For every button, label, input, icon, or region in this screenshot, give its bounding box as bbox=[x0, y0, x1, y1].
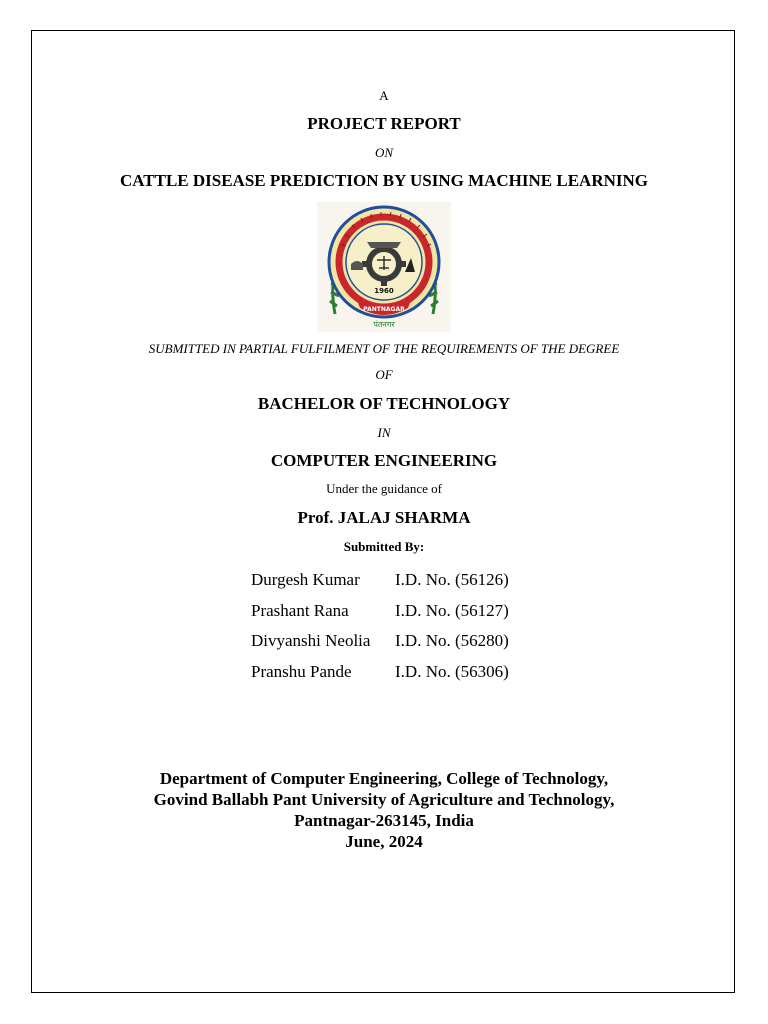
student-name: Durgesh Kumar bbox=[251, 570, 360, 590]
svg-text:PANTNAGAR: PANTNAGAR bbox=[363, 306, 405, 313]
svg-text:1960: 1960 bbox=[374, 287, 394, 295]
student-name: Pranshu Pande bbox=[251, 661, 352, 681]
list-item bbox=[251, 626, 509, 657]
article-a: A bbox=[379, 88, 389, 103]
svg-text:पंतनगर: पंतनगर bbox=[373, 320, 395, 329]
date-line: June, 2024 bbox=[345, 832, 423, 851]
project-title: CATTLE DISEASE PREDICTION BY USING MACHINE LEARNING bbox=[119, 171, 649, 190]
in-label: IN bbox=[377, 425, 391, 440]
university-line: Govind Ballabh Pant University of Agriculture and Technology, bbox=[153, 790, 615, 809]
student-id: I.D. No. (56126) bbox=[395, 570, 509, 590]
submitted-by-label: Submitted By: bbox=[343, 539, 425, 554]
student-name: Prashant Rana bbox=[251, 600, 349, 620]
student-id: I.D. No. (56127) bbox=[395, 600, 509, 620]
guide-name: Prof. JALAJ SHARMA bbox=[297, 508, 471, 527]
branch-name: COMPUTER ENGINEERING bbox=[270, 451, 498, 470]
address-line: Pantnagar-263145, India bbox=[294, 811, 474, 830]
student-name: Divyanshi Neolia bbox=[251, 631, 371, 651]
on-label: ON bbox=[374, 145, 394, 160]
list-item bbox=[251, 596, 509, 627]
department-line: Department of Computer Engineering, College of Technology, bbox=[159, 769, 609, 788]
student-id: I.D. No. (56306) bbox=[395, 661, 509, 681]
of-label: OF bbox=[375, 367, 393, 382]
footer-block bbox=[0, 768, 768, 852]
university-seal-icon bbox=[317, 202, 451, 332]
list-item bbox=[251, 657, 509, 688]
report-heading: PROJECT REPORT bbox=[307, 114, 461, 133]
list-item bbox=[251, 565, 509, 596]
student-id: I.D. No. (56280) bbox=[395, 631, 509, 651]
degree-name: BACHELOR OF TECHNOLOGY bbox=[257, 394, 511, 413]
submission-statement: SUBMITTED IN PARTIAL FULFILMENT OF THE REQUIREMENTS OF THE DEGREE bbox=[148, 341, 620, 356]
guidance-label: Under the guidance of bbox=[326, 481, 442, 496]
student-list bbox=[251, 565, 509, 687]
